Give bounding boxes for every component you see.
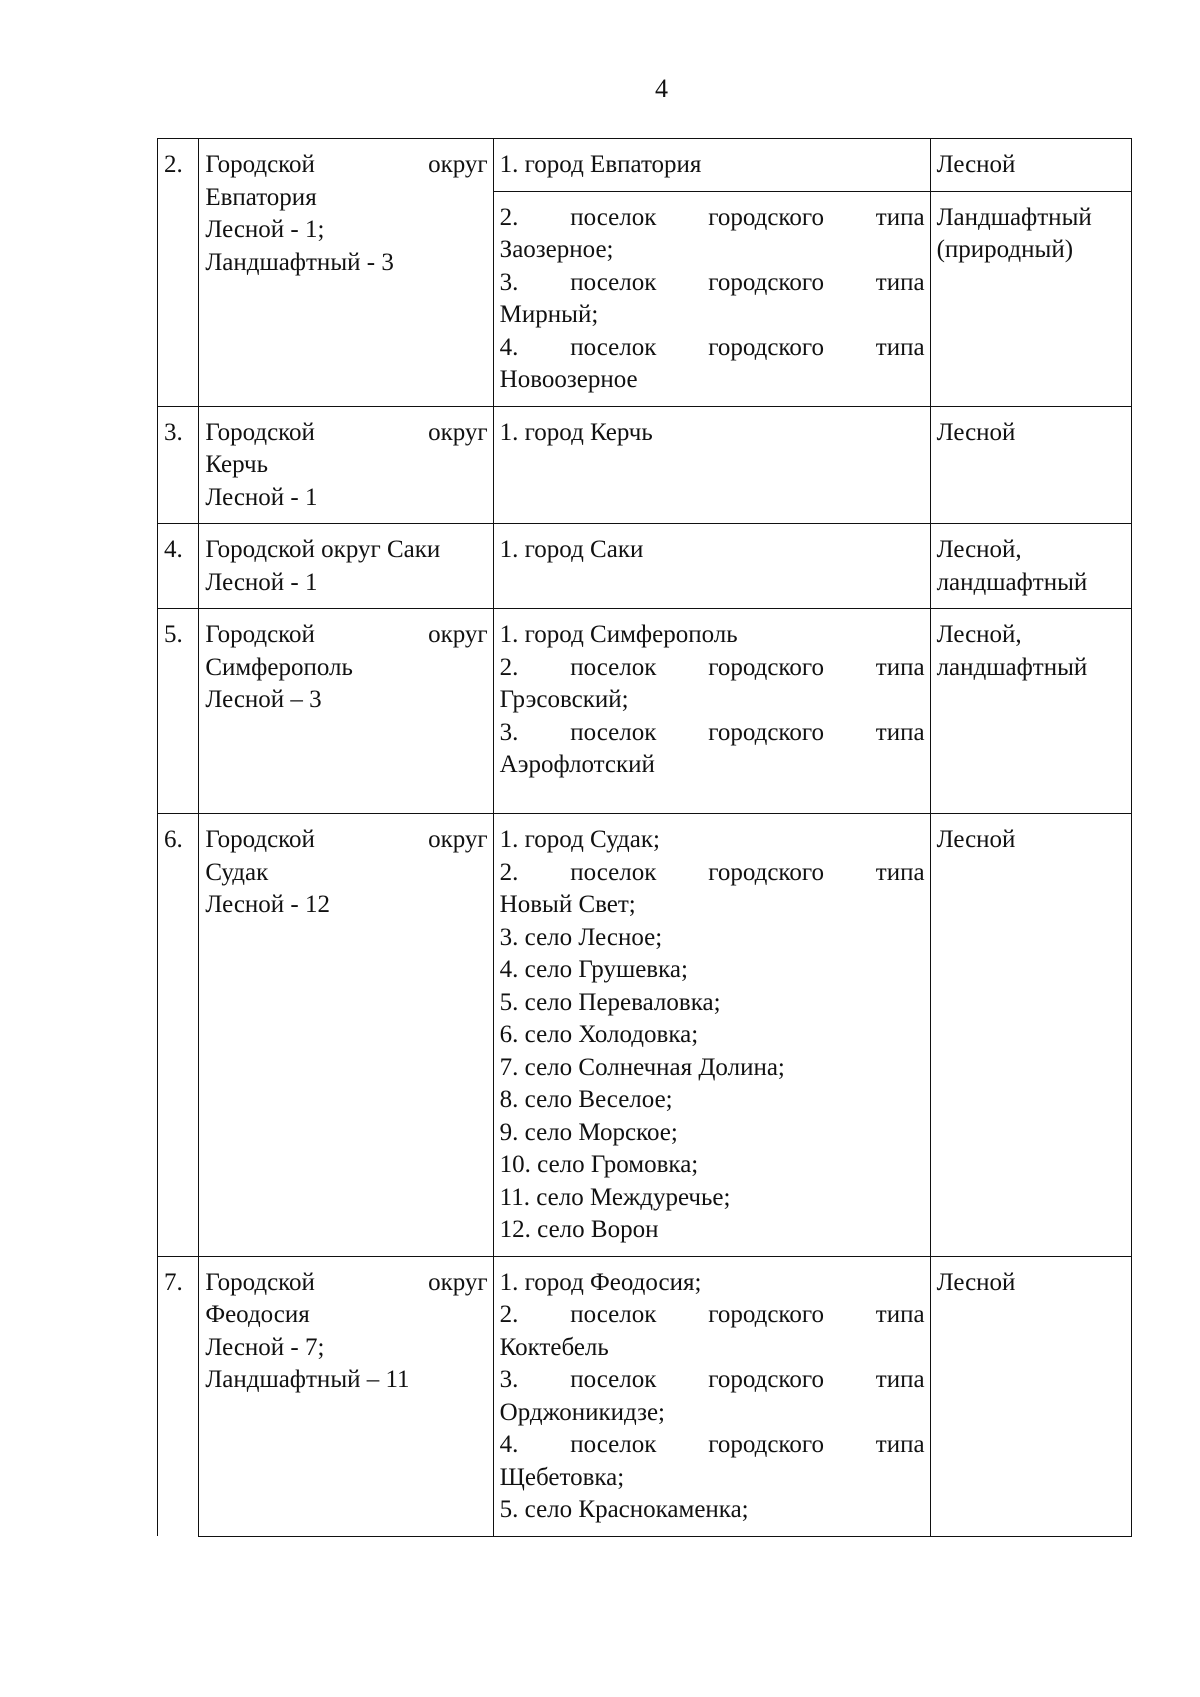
cell-line: Городской округ [205, 621, 488, 648]
cell-line: 1. город Феодосия; [499, 1268, 702, 1296]
cell-line: Ландшафтный - 3 [205, 248, 394, 276]
cell-line: Лесной [936, 1268, 1016, 1296]
row-number [158, 524, 199, 609]
cell-line: 3. село Лесное; [499, 923, 663, 951]
settlements-cell [493, 524, 930, 609]
row-number-text: 5. [164, 621, 183, 648]
cell-line: Лесной - 1 [205, 568, 318, 596]
type-cell [930, 524, 1131, 609]
cell-line: Лесной [936, 826, 1016, 853]
row-number-text: 7. [164, 1268, 183, 1296]
district-cell [199, 406, 493, 524]
cell-line: Лесной, [936, 536, 1022, 563]
row-number [158, 406, 199, 524]
cell-line: 3. поселок городского типа [499, 1366, 925, 1393]
cell-line: Городской округ [205, 151, 488, 178]
type-cell [930, 191, 1131, 406]
cell-line: Городской округ Саки [205, 536, 441, 563]
cell-line: Ландшафтный – 11 [205, 1366, 410, 1393]
cell-line: Щебетовка; [499, 1463, 625, 1491]
cell-line: ландшафтный [936, 653, 1088, 681]
table-row [158, 609, 1132, 814]
cell-line: Ландшафтный [936, 203, 1092, 231]
cell-line: Грэсовский; [499, 686, 629, 713]
cell-line: 1. город Саки [499, 536, 644, 563]
settlements-cell [493, 609, 930, 814]
cell-line: 2. поселок городского типа [499, 653, 925, 681]
table-row [158, 139, 1132, 192]
cell-line: Лесной – 3 [205, 686, 322, 713]
cell-line: 5. село Переваловка; [499, 988, 721, 1016]
cell-line: 1. город Керчь [499, 418, 653, 446]
cell-line: ландшафтный [936, 568, 1088, 596]
type-cell [930, 139, 1131, 192]
cell-line: 1. город Евпатория [499, 151, 702, 178]
cell-line: Лесной - 1 [205, 483, 318, 511]
cell-line: 3. поселок городского типа [499, 718, 925, 746]
cell-line: 4. село Грушевка; [499, 956, 688, 983]
type-cell [930, 609, 1131, 814]
table-row [158, 406, 1132, 524]
cell-line: 10. село Громовка; [499, 1151, 699, 1178]
cell-line: 12. село Ворон [499, 1216, 659, 1243]
cell-line: Евпатория [205, 183, 317, 211]
row-number [158, 139, 199, 407]
cell-line: Городской округ [205, 418, 488, 446]
cell-line: 7. село Солнечная Долина; [499, 1053, 785, 1081]
cell-line: Керчь [205, 451, 268, 478]
cell-line: Аэрофлотский [499, 751, 655, 778]
settlements-cell [493, 139, 930, 192]
cell-line: 9. село Морское; [499, 1118, 678, 1146]
table-row [158, 1256, 1132, 1536]
settlements-cell [493, 1256, 930, 1536]
cell-line: Лесной - 1; [205, 216, 325, 243]
type-cell [930, 1256, 1131, 1536]
cell-line: Новоозерное [499, 366, 638, 393]
cell-line: Лесной [936, 151, 1016, 178]
cell-line: Коктебель [499, 1333, 609, 1361]
cell-line: 3. поселок городского типа [499, 268, 925, 296]
row-number-text: 6. [164, 826, 183, 853]
cell-line: Мирный; [499, 301, 599, 328]
cell-line: Феодосия [205, 1301, 310, 1328]
cell-line: 1. город Судак; [499, 826, 660, 853]
cell-line: 6. село Холодовка; [499, 1021, 699, 1048]
district-cell [199, 1256, 493, 1536]
cell-line: Симферополь [205, 653, 353, 681]
cell-line: 4. поселок городского типа [499, 1431, 925, 1458]
settlements-table [157, 138, 1132, 1537]
cell-line: 4. поселок городского типа [499, 333, 925, 361]
row-number [158, 1256, 199, 1536]
cell-line: 11. село Междуречье; [499, 1183, 731, 1211]
type-cell [930, 814, 1131, 1257]
row-number [158, 814, 199, 1257]
row-number-text: 3. [164, 418, 183, 446]
cell-line: 2. поселок городского типа [499, 203, 925, 231]
table-row [158, 524, 1132, 609]
cell-line: Новый Свет; [499, 891, 636, 918]
cell-line: Городской округ [205, 1268, 488, 1296]
cell-line: 2. поселок городского типа [499, 1301, 925, 1328]
cell-line: 5. село Краснокаменка; [499, 1496, 749, 1523]
row-number-text: 2. [164, 151, 183, 178]
cell-line: 1. город Симферополь [499, 621, 738, 648]
cell-line: Лесной - 12 [205, 891, 330, 918]
row-number [158, 609, 199, 814]
cell-line: Судак [205, 858, 269, 886]
cell-line: (природный) [936, 236, 1074, 263]
cell-line: Заозерное; [499, 236, 614, 263]
cell-line: 2. поселок городского типа [499, 858, 925, 886]
table-row [158, 814, 1132, 1257]
cell-line: 8. село Веселое; [499, 1086, 673, 1113]
district-cell [199, 814, 493, 1257]
cell-line: Орджоникидзе; [499, 1398, 665, 1426]
page-number: 4 [655, 74, 668, 103]
settlements-cell [493, 191, 930, 406]
row-number-text: 4. [164, 536, 183, 563]
cell-line: Лесной, [936, 621, 1022, 648]
cell-line: Лесной - 7; [205, 1333, 325, 1361]
district-cell [199, 139, 493, 407]
settlements-cell [493, 406, 930, 524]
district-cell [199, 609, 493, 814]
cell-line: Городской округ [205, 826, 488, 853]
cell-line: Лесной [936, 418, 1016, 446]
district-cell [199, 524, 493, 609]
settlements-cell [493, 814, 930, 1257]
type-cell [930, 406, 1131, 524]
